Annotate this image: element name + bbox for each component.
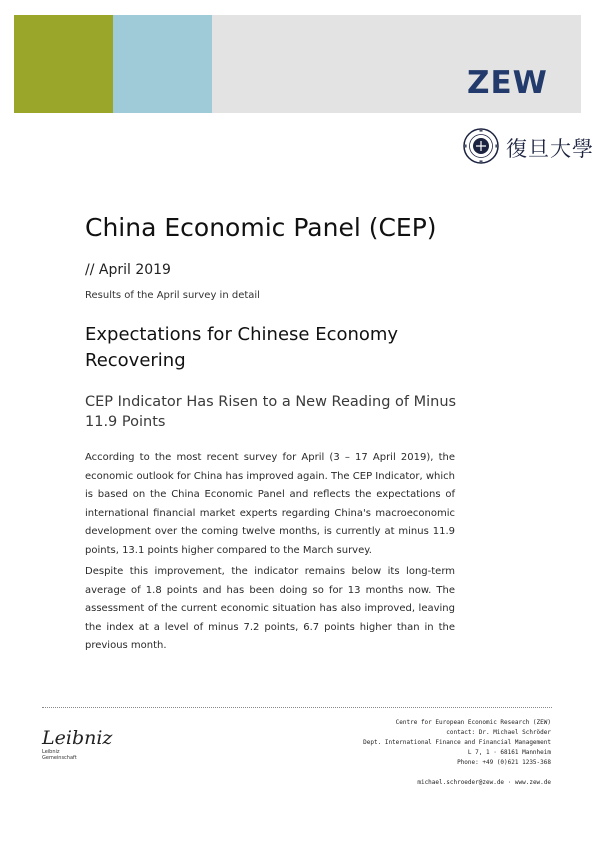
contact-address: L 7, 1 · 68161 Mannheim	[467, 749, 551, 756]
fudan-university-seal-icon	[463, 128, 499, 164]
page-title: China Economic Panel (CEP)	[85, 213, 437, 242]
document-subline: Results of the April survey in detail	[85, 290, 260, 301]
contact-block	[363, 718, 551, 788]
zew-logo: ZEW	[467, 65, 548, 101]
leibniz-sub-line-2: Gemeinschaft	[42, 755, 77, 761]
contact-phone: Phone: +49 (0)621 1235-368	[457, 759, 551, 766]
leibniz-logo-icon	[40, 722, 113, 770]
issue-date: // April 2019	[85, 262, 171, 278]
header-color-block-green	[14, 15, 113, 113]
headline: Expectations for Chinese Economy Recovering	[85, 324, 399, 371]
contact-org: Centre for European Economic Research (ZEW)	[395, 719, 551, 726]
subheadline: CEP Indicator Has Risen to a New Reading of Minus 11.9 Points	[85, 394, 457, 430]
body-paragraph-1: According to the most recent survey for April (3 – 17 April 2019), the economic outlook for China has improved again. The CEP Indicator, which is based on the China Economic Panel and reflects the expectations of international financial market experts regarding China's macroeconomic development over the coming twelve months, is currently at minus 11.9 points, 13.1 points higher compared to the March survey.	[85, 452, 455, 556]
contact-person: contact: Dr. Michael Schröder	[446, 729, 551, 736]
leibniz-subtitle	[42, 749, 77, 761]
footer-divider	[42, 707, 552, 708]
leibniz-sub-line-1: Leibniz	[42, 749, 60, 755]
leibniz-logo-text: Leibniz	[42, 727, 113, 749]
header-color-block-blue	[113, 15, 212, 113]
contact-department: Dept. International Finance and Financial Management	[363, 739, 551, 746]
contact-email-web[interactable]: michael.schroeder@zew.de · www.zew.de	[417, 779, 551, 786]
fudan-university-logo: 復旦大學	[506, 137, 594, 161]
body-paragraph-2: Despite this improvement, the indicator remains below its long-term average of 1.8 points and has been doing so for 13 months now. The assessment of the current economic situation has also improved, leaving the index at a level of minus 7.2 points, 6.7 points higher than in the previous month.	[85, 566, 455, 651]
